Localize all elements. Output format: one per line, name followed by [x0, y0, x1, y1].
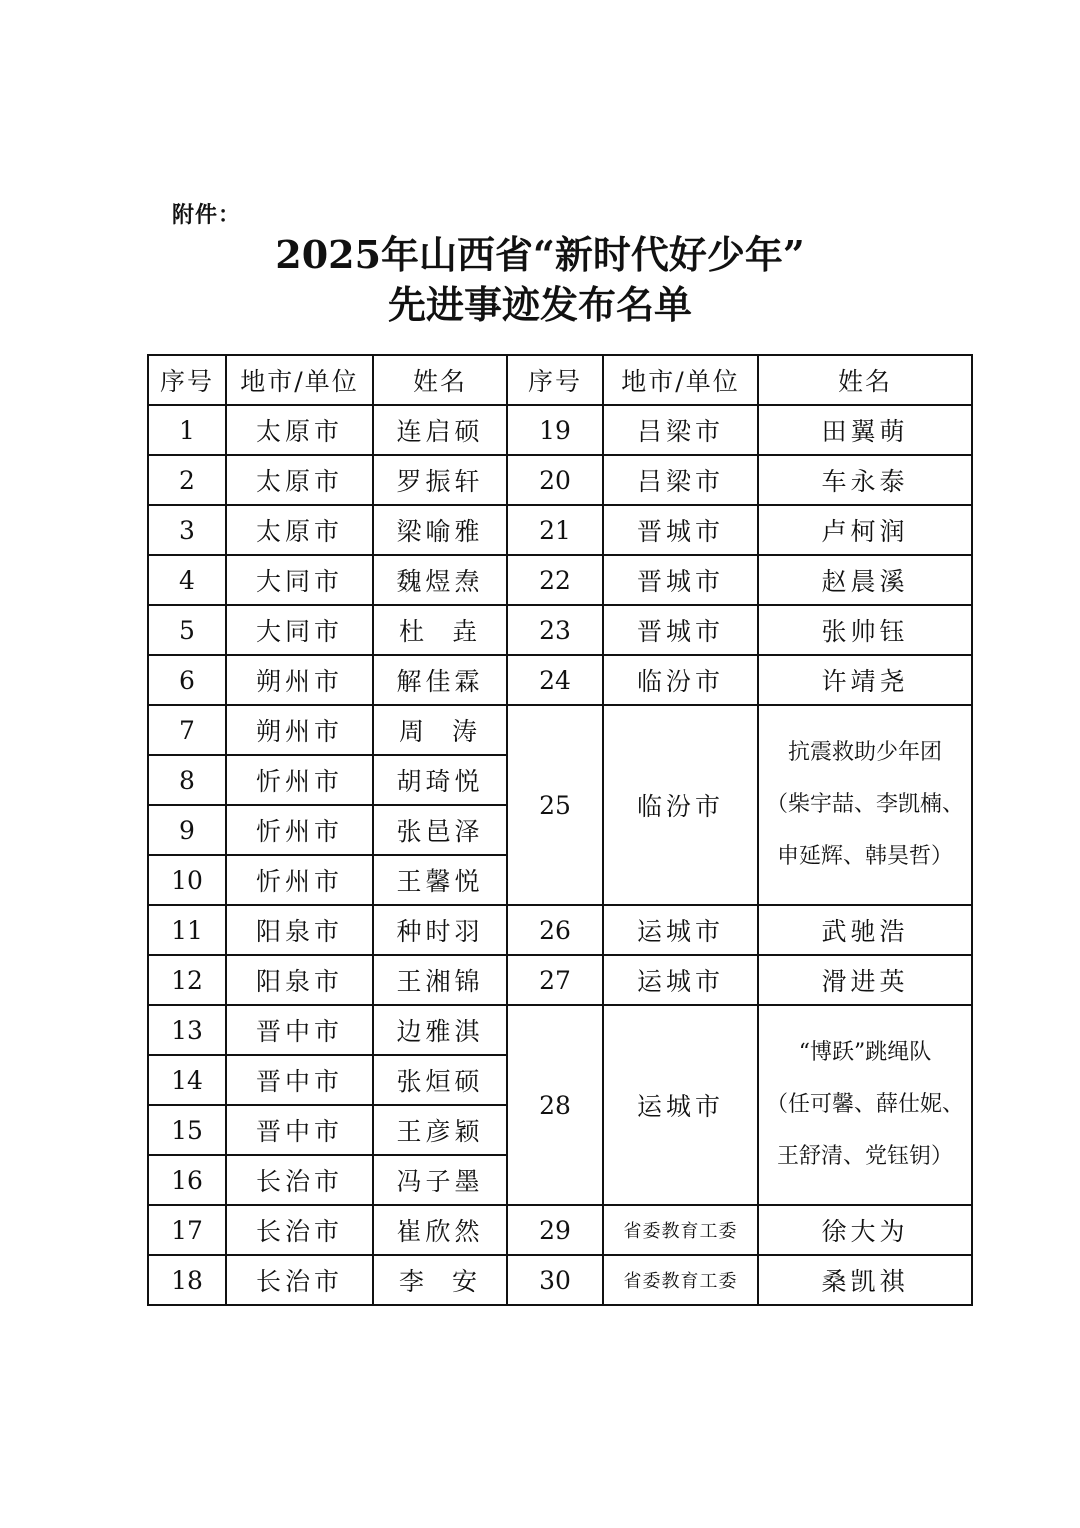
name-cell: 李 安 — [373, 1255, 507, 1305]
name-cell: 王馨悦 — [373, 855, 507, 905]
unit-cell: 晋中市 — [226, 1105, 373, 1155]
name-cell: 赵晨溪 — [758, 555, 972, 605]
seq-cell: 5 — [148, 605, 226, 655]
unit-cell: 朔州市 — [226, 705, 373, 755]
seq-cell: 22 — [507, 555, 603, 605]
group-name-line: （柴宇喆、李凯楠、 — [765, 792, 964, 817]
unit-cell: 省委教育工委 — [603, 1205, 758, 1255]
unit-cell: 忻州市 — [226, 755, 373, 805]
name-cell: 张烜硕 — [373, 1055, 507, 1105]
group-name-cell — [758, 1005, 972, 1205]
attachment-label: 附件： — [172, 203, 242, 228]
seq-cell: 16 — [148, 1155, 226, 1205]
header-unit: 地市/单位 — [226, 355, 373, 405]
group-name-line: “博跃”跳绳队 — [798, 1040, 932, 1065]
name-cell: 胡琦悦 — [373, 755, 507, 805]
header-seq: 序号 — [507, 355, 603, 405]
header-unit: 地市/单位 — [603, 355, 758, 405]
name-cell: 田翼萌 — [758, 405, 972, 455]
name-cell: 魏煜焘 — [373, 555, 507, 605]
group-name-line: 抗震救助少年团 — [787, 740, 942, 765]
unit-cell: 晋中市 — [226, 1005, 373, 1055]
group-name-cell — [758, 705, 972, 905]
seq-cell: 20 — [507, 455, 603, 505]
unit-cell: 忻州市 — [226, 855, 373, 905]
unit-cell: 太原市 — [226, 455, 373, 505]
table-row — [148, 405, 972, 455]
seq-cell: 19 — [507, 405, 603, 455]
name-cell: 卢柯润 — [758, 505, 972, 555]
table-row — [148, 1205, 972, 1255]
name-cell: 冯子墨 — [373, 1155, 507, 1205]
document-title: 2025年山西省“新时代好少年” — [275, 232, 805, 277]
seq-cell: 30 — [507, 1255, 603, 1305]
seq-cell: 11 — [148, 905, 226, 955]
unit-cell: 晋中市 — [226, 1055, 373, 1105]
unit-cell: 忻州市 — [226, 805, 373, 855]
unit-cell: 运城市 — [603, 905, 758, 955]
unit-cell: 太原市 — [226, 405, 373, 455]
unit-cell: 长治市 — [226, 1155, 373, 1205]
unit-cell: 晋城市 — [603, 505, 758, 555]
name-cell: 种时羽 — [373, 905, 507, 955]
unit-cell: 长治市 — [226, 1205, 373, 1255]
unit-cell: 阳泉市 — [226, 905, 373, 955]
name-cell: 解佳霖 — [373, 655, 507, 705]
table-row — [148, 505, 972, 555]
table-row — [148, 1255, 972, 1305]
seq-cell: 24 — [507, 655, 603, 705]
seq-cell: 26 — [507, 905, 603, 955]
table-row — [148, 905, 972, 955]
unit-cell: 临汾市 — [603, 655, 758, 705]
seq-cell: 25 — [507, 705, 603, 905]
unit-cell: 太原市 — [226, 505, 373, 555]
seq-cell: 4 — [148, 555, 226, 605]
table-row — [148, 605, 972, 655]
name-cell: 张帅钰 — [758, 605, 972, 655]
seq-cell: 28 — [507, 1005, 603, 1205]
unit-cell: 运城市 — [603, 1005, 758, 1205]
honoree-table — [147, 354, 973, 1306]
unit-cell: 吕梁市 — [603, 405, 758, 455]
unit-cell: 运城市 — [603, 955, 758, 1005]
unit-cell: 晋城市 — [603, 605, 758, 655]
header-name: 姓名 — [373, 355, 507, 405]
seq-cell: 9 — [148, 805, 226, 855]
header-seq: 序号 — [148, 355, 226, 405]
seq-cell: 13 — [148, 1005, 226, 1055]
table-row — [148, 705, 972, 755]
seq-cell: 1 — [148, 405, 226, 455]
unit-cell: 长治市 — [226, 1255, 373, 1305]
unit-cell: 阳泉市 — [226, 955, 373, 1005]
seq-cell: 6 — [148, 655, 226, 705]
document-subtitle: 先进事迹发布名单 — [387, 282, 692, 327]
name-cell: 罗振轩 — [373, 455, 507, 505]
name-cell: 周 涛 — [373, 705, 507, 755]
name-cell: 武驰浩 — [758, 905, 972, 955]
table-row — [148, 1005, 972, 1055]
name-cell: 王湘锦 — [373, 955, 507, 1005]
seq-cell: 3 — [148, 505, 226, 555]
seq-cell: 29 — [507, 1205, 603, 1255]
unit-cell: 大同市 — [226, 555, 373, 605]
table-row — [148, 555, 972, 605]
name-cell: 梁喻雅 — [373, 505, 507, 555]
table-row — [148, 455, 972, 505]
name-cell: 徐大为 — [758, 1205, 972, 1255]
name-cell: 崔欣然 — [373, 1205, 507, 1255]
seq-cell: 2 — [148, 455, 226, 505]
seq-cell: 10 — [148, 855, 226, 905]
seq-cell: 18 — [148, 1255, 226, 1305]
header-name: 姓名 — [758, 355, 972, 405]
name-cell: 张邑泽 — [373, 805, 507, 855]
name-cell: 杜 垚 — [373, 605, 507, 655]
name-cell: 许靖尧 — [758, 655, 972, 705]
name-cell: 桑凯祺 — [758, 1255, 972, 1305]
group-name-line: 王舒清、党钰钥） — [776, 1144, 953, 1169]
group-name-line: （任可馨、薛仕妮、 — [765, 1092, 964, 1117]
unit-cell: 朔州市 — [226, 655, 373, 705]
name-cell: 滑进英 — [758, 955, 972, 1005]
unit-cell: 省委教育工委 — [603, 1255, 758, 1305]
seq-cell: 23 — [507, 605, 603, 655]
seq-cell: 12 — [148, 955, 226, 1005]
table-row — [148, 955, 972, 1005]
unit-cell: 大同市 — [226, 605, 373, 655]
name-cell: 王彦颖 — [373, 1105, 507, 1155]
seq-cell: 17 — [148, 1205, 226, 1255]
name-cell: 车永泰 — [758, 455, 972, 505]
unit-cell: 晋城市 — [603, 555, 758, 605]
seq-cell: 27 — [507, 955, 603, 1005]
name-cell: 边雅淇 — [373, 1005, 507, 1055]
seq-cell: 15 — [148, 1105, 226, 1155]
seq-cell: 7 — [148, 705, 226, 755]
group-name-line: 申延辉、韩昊哲） — [776, 844, 953, 869]
unit-cell: 吕梁市 — [603, 455, 758, 505]
table-row — [148, 655, 972, 705]
seq-cell: 21 — [507, 505, 603, 555]
seq-cell: 14 — [148, 1055, 226, 1105]
seq-cell: 8 — [148, 755, 226, 805]
table-header-row — [148, 355, 972, 405]
unit-cell: 临汾市 — [603, 705, 758, 905]
name-cell: 连启硕 — [373, 405, 507, 455]
